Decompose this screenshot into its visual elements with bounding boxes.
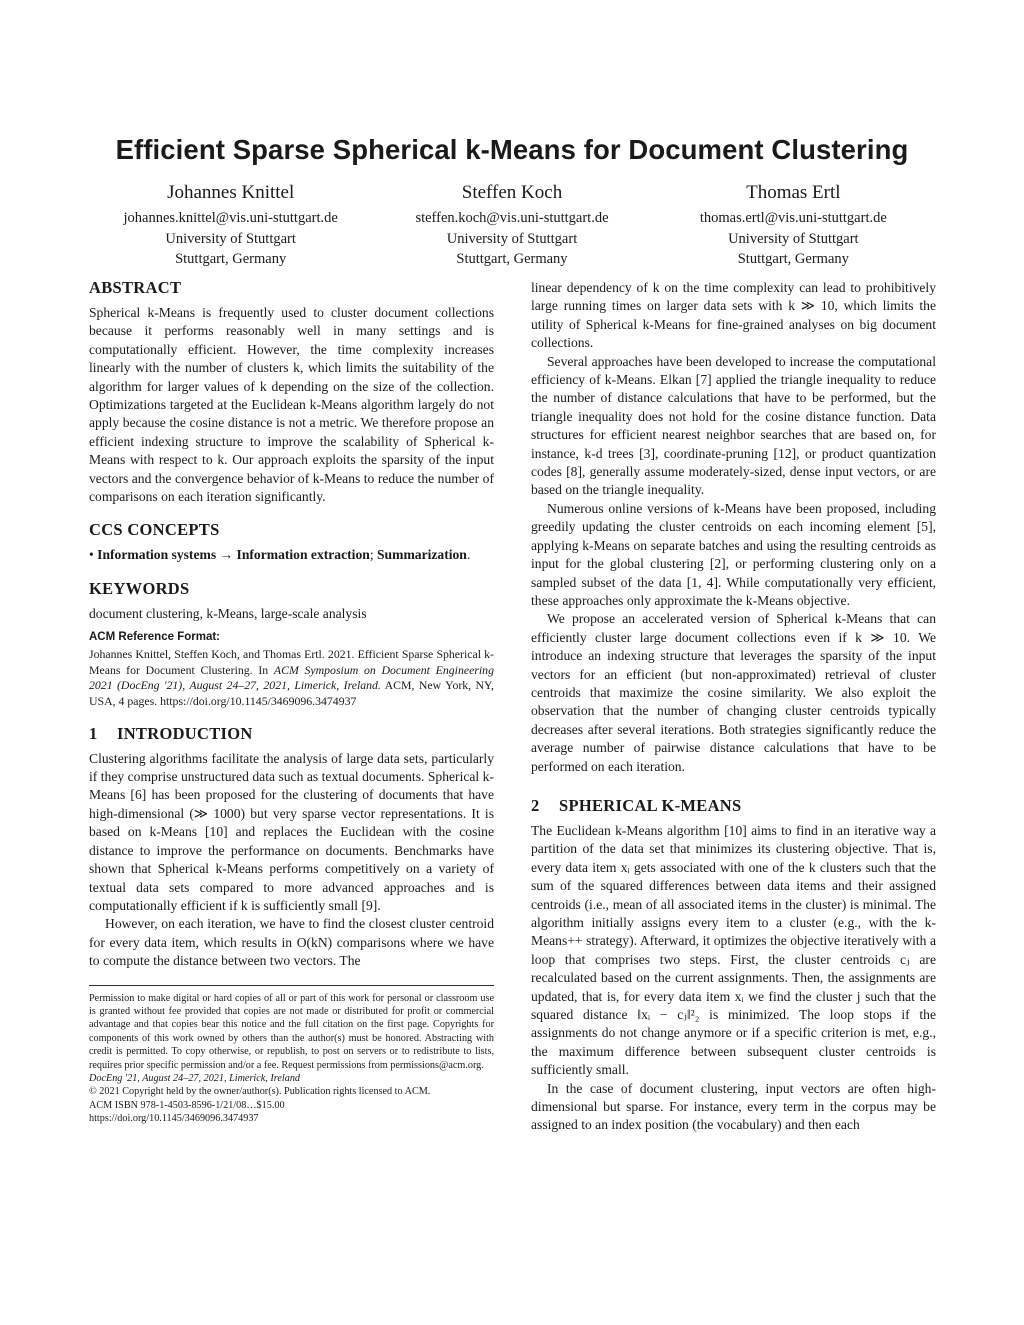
intro-paragraph: However, on each iteration, we have to find the closest cluster centroid for every data item, which results in O(kN) comparisons where we have to compute the distance between two vectors. The: [89, 916, 494, 969]
footnote-divider: [89, 985, 494, 986]
acm-ref-venue: ACM Symposium on Document Engineering 2021 (DocEng '21), August 24–27, 2021, Limerick, Ireland.: [89, 662, 494, 693]
author-name: Steffen Koch: [461, 182, 563, 203]
intro-paragraph: Several approaches have been developed to increase the computational efficiency of k-Means. Elkan [7] applied the triangle inequality to reduce the number of distance calculations that have to be performed, but the triangle inequality does not hold for the cosine distance function. Data structures for efficient nearest neighbor searches that are based on, for instance, k-d trees [3], coordinate-pruning [12], or product quantization codes [8], generally assume moderately-sized, dense input vectors, or are based on the triangle inequality.: [531, 353, 936, 498]
ccs-bullet: •: [89, 547, 94, 563]
author-email: steffen.koch@vis.uni-stuttgart.de: [415, 210, 609, 226]
permission-notice: Permission to make digital or hard copies of all or part of this work for personal or classroom use is granted without fee provided that copies are not made or distributed for profit or commercial advantage and that copies bear this notice and the full citation on the first page. Copyrights for components of this work owned by others than the author(s) must be honored. Abstracting with credit is permitted. To copy otherwise, or republish, to post on servers or to redistribute to lists, requires prior specific permission and/or a fee. Request permissions from permissions@acm.org.: [89, 992, 494, 1071]
keywords-heading: KEYWORDS: [89, 578, 190, 598]
intro-continued: linear dependency of k on the time complexity can lead to prohibitively large running times on larger data sets with k ≫ 10, which limits the utility of Spherical k-Means for fine-grained analyses on big document collections.: [531, 280, 936, 351]
paper-title: Efficient Sparse Spherical k-Means for Document Clustering: [115, 134, 909, 165]
isbn: ACM ISBN 978-1-4503-8596-1/21/08…$15.00: [89, 1099, 285, 1111]
ccs-separator: ;: [369, 547, 374, 563]
author-location: Stuttgart, Germany: [456, 251, 568, 267]
author-affiliation: University of Stuttgart: [446, 230, 578, 247]
abstract-text: Spherical k-Means is frequently used to cluster document collections because it performs reasonably well in many settings and is computationally efficient. However, the time complexity increases linearly with the number of clusters k, which limits the suitability of the algorithm for larger values of k depending on the size of the collection. Optimizations targeted at the Euclidean k-Means algorithm largely do not apply because the cosine distance is not a metric. We therefore propose an efficient indexing structure to improve the scalability of Spherical k-Means with respect to k. Our approach exploits the sparsity of the input vectors and the convergence behavior of k-Means to reduce the number of comparisons on each iteration significantly.: [89, 305, 494, 505]
copyright-notice: © 2021 Copyright held by the owner/author(s). Publication rights licensed to ACM.: [89, 1086, 431, 1098]
author-affiliation: University of Stuttgart: [165, 230, 296, 247]
ccs-term: Information extraction: [236, 547, 370, 563]
acm-reference-label: ACM Reference Format:: [89, 631, 220, 644]
intro-paragraph: Clustering algorithms facilitate the analysis of large data sets, particularly if they comprise unstructured data such as textual documents. Spherical k-Means [6] has been proposed for the clustering of documents that have high-dimensional (≫ 1000) but very sparse vector representations. It is based on k-Means [10] and replaces the Euclidean with the cosine distance to improve the performance on documents. Benchmarks have shown that Spherical k-Means performs competitively on a variety of textual data sets compared to more advanced approaches and is computationally efficient if k is sufficiently small [9].: [89, 750, 494, 913]
section-number: 2: [531, 795, 540, 815]
ccs-end: .: [466, 547, 471, 563]
author-location: Stuttgart, Germany: [737, 251, 849, 267]
author-email: thomas.ertl@vis.uni-stuttgart.de: [699, 210, 887, 226]
author-email: johannes.knittel@vis.uni-stuttgart.de: [123, 210, 338, 226]
ccs-concepts: [89, 546, 494, 564]
author-location: Stuttgart, Germany: [175, 251, 287, 267]
author-name: Johannes Knittel: [167, 182, 295, 203]
author-1: [90, 180, 371, 270]
left-column: [89, 278, 494, 1126]
author-name: Thomas Ertl: [746, 182, 841, 203]
author-2: [371, 180, 652, 270]
acm-ref-publisher: ACM, New York, NY, USA, 4 pages. https://doi.org/10.1145/3469096.3474937: [89, 678, 495, 709]
author-block: [90, 180, 934, 270]
section2-heading: [531, 796, 936, 816]
ccs-arrow: →: [219, 547, 234, 563]
intro-paragraph: We propose an accelerated version of Spherical k-Means that can efficiently cluster large document collections even if k ≫ 10. We introduce an indexing structure that leverages the sparsity of the input vectors for an efficient (but non-approximated) retrieval of cluster centroids that maximize the cosine similarity. We also exploit the observation that the number of changing cluster centroids typically decreases after several iterations. Both strategies significantly reduce the average number of pairwise distance calculations that have to be performed on each iteration.: [531, 611, 936, 774]
section2-paragraph: In the case of document clustering, input vectors are often high-dimensional but sparse. For instance, every term in the corpus may be assigned to an index position (the vocabulary) and then each: [531, 1080, 936, 1133]
section-title: INTRODUCTION: [117, 723, 253, 743]
ccs-term: Summarization: [377, 547, 467, 563]
acm-reference-text: [89, 647, 494, 709]
right-column: [531, 279, 936, 1135]
ccs-heading: CCS CONCEPTS: [89, 520, 220, 540]
conference-info: DocEng '21, August 24–27, 2021, Limerick, Ireland: [89, 1072, 301, 1084]
acm-ref-authors: Johannes Knittel, Steffen Koch, and Thomas Ertl. 2021. Efficient Sparse Spherical k-Means for Document Clustering. In: [89, 647, 494, 677]
keywords-text: document clustering, k-Means, large-scale analysis: [89, 605, 367, 621]
doi-link[interactable]: https://doi.org/10.1145/3469096.3474937: [89, 1113, 259, 1125]
section-title: SPHERICAL K-MEANS: [559, 795, 742, 815]
section-number: 1: [89, 723, 98, 743]
author-affiliation: University of Stuttgart: [728, 230, 859, 247]
intro-paragraph: Numerous online versions of k-Means have been proposed, including greedily updating the cluster centroids on each incoming element [5], applying k-Means on separate batches and using the resulting centroids as input for the global clustering [2], or performing clustering only on a sampled subset of the data [1, 4]. While computationally very efficient, these approaches only approximate the k-Means objective.: [531, 500, 936, 608]
author-3: [653, 180, 934, 270]
intro-heading: [89, 724, 494, 744]
section2-paragraph: The Euclidean k-Means algorithm [10] aims to find in an iterative way a partition of the data set that minimizes its clustering objective. That is, every data item xᵢ gets associated with one of the k clusters such that the sum of the squared differences between data items and their assigned centroids (i.e., mean of all associated items in the cluster) is minimal. The algorithm initially assigns every item to a cluster (e.g., with the k-Means++ strategy). Afterward, it optimizes the objective iteratively with a loop that comprises two steps. First, the cluster centroids cⱼ are recalculated based on the current assignments. Then, the assignments are updated, that is, for every data item xᵢ we find the cluster j such that the squared distance ‖xᵢ − cⱼ‖²₂ is minimized. The loop stops if the assignments do not change anymore or if a specific criterion is met, e.g., the maximum difference between subsequent cluster centroids is sufficiently small.: [531, 822, 936, 1078]
abstract-heading: ABSTRACT: [89, 278, 182, 297]
ccs-term: Information systems: [97, 547, 217, 563]
